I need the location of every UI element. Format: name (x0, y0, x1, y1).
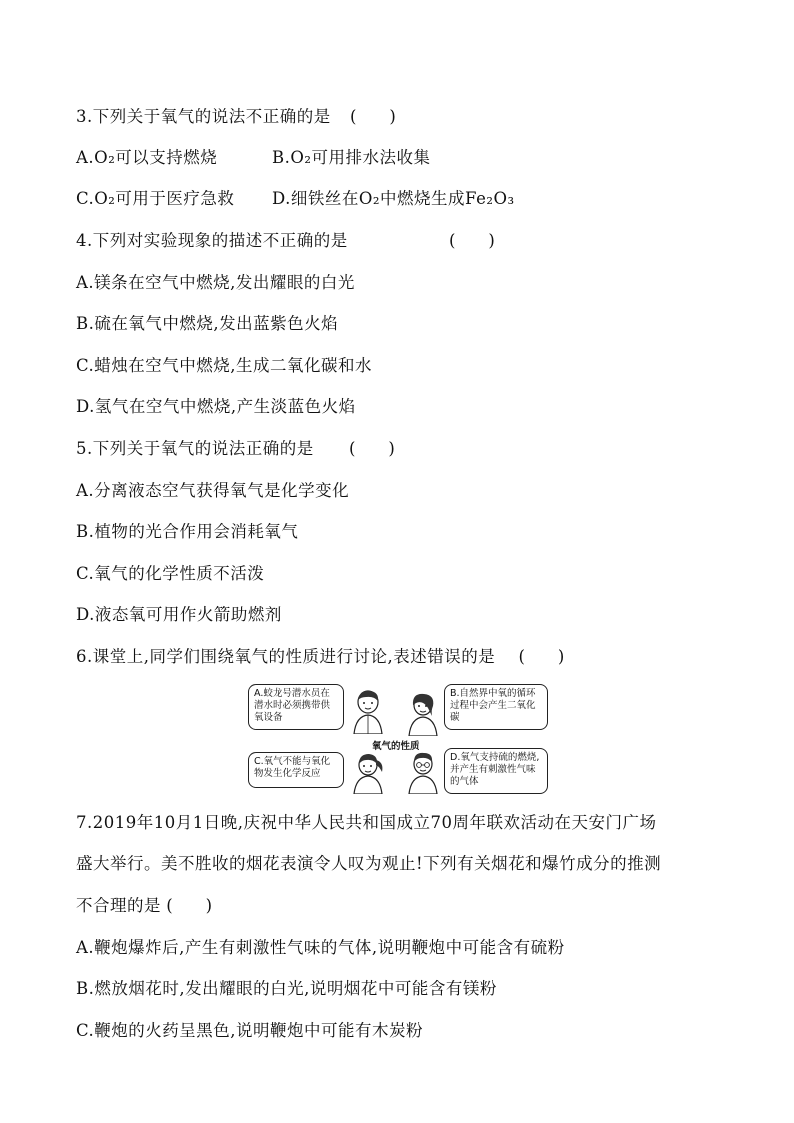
q3-stem: 3.下列关于氧气的说法不正确的是 (76, 107, 331, 126)
q5-option-b-line (76, 521, 298, 543)
q3-stem-line (76, 106, 396, 128)
q6-stem: 6.课堂上,同学们围绕氧气的性质进行讨论,表述错误的是 (76, 647, 496, 666)
q6-discussion-figure (248, 684, 550, 796)
q6-answer-paren: ( ) (518, 647, 565, 666)
speech-bubble-d: D.氧气支持硫的燃烧,并产生有刺激性气味的气体 (444, 748, 548, 794)
q7-option-c: C.鞭炮的火药呈黑色,说明鞭炮中可能有木炭粉 (76, 1021, 424, 1040)
q4-option-a: A.镁条在空气中燃烧,发出耀眼的白光 (76, 273, 355, 292)
student-girl-icon (404, 692, 442, 736)
speech-bubble-b: B.自然界中氧的循环过程中会产生二氧化碳 (444, 684, 548, 730)
q4-stem-line (76, 230, 495, 252)
q6-stem-line (76, 646, 564, 668)
q3-answer-paren: ( ) (350, 107, 396, 126)
q4-option-b-line (76, 313, 338, 335)
q7-stem-part1: 7.2019年10月1日晚,庆祝中华人民共和国成立70周年联欢活动在天安门广场 (76, 813, 657, 832)
student-girl-ponytail-icon (348, 752, 388, 794)
q3-options-row2 (76, 188, 515, 210)
q3-options-row1 (76, 147, 431, 169)
q5-option-c: C.氧气的化学性质不活泼 (76, 564, 265, 583)
speech-bubble-c: C.氧气不能与氧化物发生化学反应 (248, 752, 344, 788)
speech-bubble-a: A.蛟龙号潜水员在潜水时必须携带供氧设备 (248, 684, 344, 730)
q4-option-c: C.蜡烛在空气中燃烧,生成二氧化碳和水 (76, 356, 373, 375)
q7-option-c-line (76, 1020, 423, 1042)
q5-option-a: A.分离液态空气获得氧气是化学变化 (76, 481, 350, 500)
q7-stem-line2 (76, 853, 661, 875)
student-boy-icon (348, 688, 388, 734)
q4-option-a-line (76, 272, 355, 294)
q3-option-d: D.细铁丝在O₂中燃烧生成Fe₂O₃ (272, 189, 515, 208)
q3-option-c: C.O₂可用于医疗急救 (76, 189, 235, 208)
q5-answer-paren: ( ) (349, 439, 395, 458)
q4-option-d-line (76, 396, 356, 418)
q7-option-b-line (76, 978, 497, 1000)
q5-option-d: D.液态氧可用作火箭助燃剂 (76, 605, 282, 624)
q3-option-a: A.O₂可以支持燃烧 (76, 148, 218, 167)
q5-option-c-line (76, 563, 264, 585)
q7-answer-paren: ( ) (166, 896, 213, 915)
q5-option-b: B.植物的光合作用会消耗氧气 (76, 522, 299, 541)
q7-stem-line3 (76, 895, 212, 917)
q4-option-c-line (76, 355, 372, 377)
q4-option-d: D.氢气在空气中燃烧,产生淡蓝色火焰 (76, 397, 356, 416)
q4-stem: 4.下列对实验现象的描述不正确的是 (76, 231, 348, 250)
q7-stem-line1 (76, 812, 656, 834)
q7-option-b: B.燃放烟花时,发出耀眼的白光,说明烟花中可能含有镁粉 (76, 979, 497, 998)
student-boy-glasses-icon (404, 750, 442, 794)
figure-title: 氧气的性质 (372, 741, 420, 752)
q7-stem-part2: 盛大举行。美不胜收的烟花表演令人叹为观止!下列有关烟花和爆竹成分的推测 (76, 854, 662, 873)
q5-stem-line (76, 438, 395, 460)
q5-option-d-line (76, 604, 282, 626)
q4-option-b: B.硫在氧气中燃烧,发出蓝紫色火焰 (76, 314, 339, 333)
q7-option-a-line (76, 937, 565, 959)
q5-stem: 5.下列关于氧气的说法正确的是 (76, 439, 314, 458)
q5-option-a-line (76, 480, 349, 502)
q7-option-a: A.鞭炮爆炸后,产生有刺激性气味的气体,说明鞭炮中可能含有硫粉 (76, 938, 565, 957)
q4-answer-paren: ( ) (449, 231, 495, 250)
q3-option-b: B.O₂可用排水法收集 (272, 148, 431, 167)
q7-stem-part3: 不合理的是 (76, 896, 161, 915)
